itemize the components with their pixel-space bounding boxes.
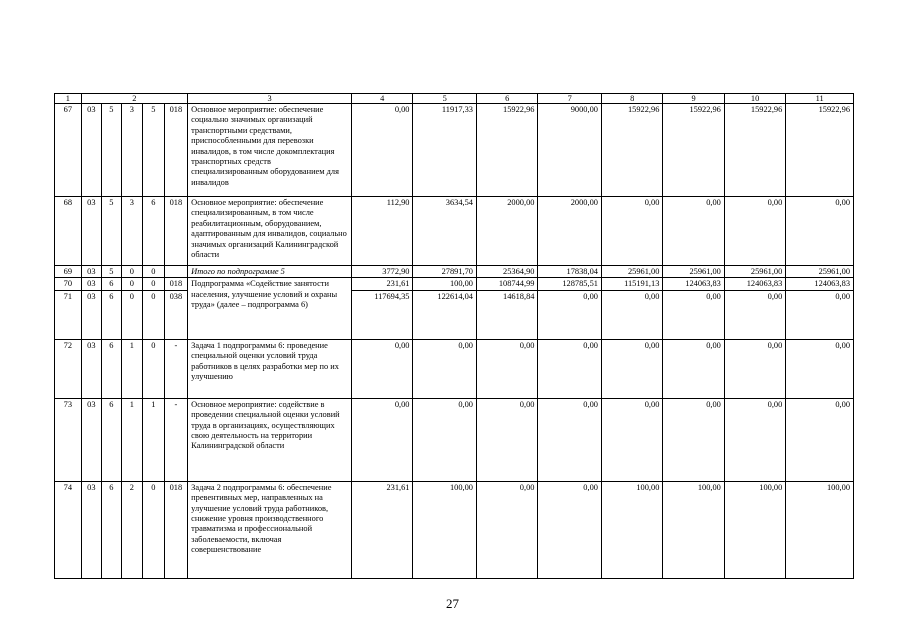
code-cell: 03 bbox=[81, 290, 101, 339]
description-cell: Подпрограмма «Содействие занятости населения, улучшение условий и охраны труда» (далее – подпрограмма 6) bbox=[188, 278, 352, 339]
value-cell: 0,00 bbox=[786, 290, 854, 339]
header-cell: 3 bbox=[188, 94, 352, 104]
value-cell: 0,00 bbox=[724, 290, 785, 339]
code-cell: 018 bbox=[164, 197, 188, 266]
code-cell: 03 bbox=[81, 197, 101, 266]
description-cell: Основное мероприятие: содействие в проведении специальной оценки условий труда в организациях, осуществляющих свою деятельность на территории Калининградской области bbox=[188, 398, 352, 481]
value-cell: 0,00 bbox=[601, 290, 662, 339]
value-cell: 2000,00 bbox=[476, 197, 537, 266]
header-row bbox=[55, 94, 854, 104]
value-cell: 0,00 bbox=[786, 197, 854, 266]
value-cell: 25961,00 bbox=[786, 266, 854, 278]
row-number-cell: 68 bbox=[55, 197, 82, 266]
table-row bbox=[55, 339, 854, 398]
value-cell: 0,00 bbox=[786, 339, 854, 398]
code-cell: 6 bbox=[102, 398, 121, 481]
value-cell: 15922,96 bbox=[724, 104, 785, 197]
table-row bbox=[55, 398, 854, 481]
code-cell: 6 bbox=[102, 481, 121, 578]
value-cell: 0,00 bbox=[476, 339, 537, 398]
value-cell: 0,00 bbox=[352, 104, 413, 197]
value-cell: 15922,96 bbox=[476, 104, 537, 197]
value-cell: 122614,04 bbox=[413, 290, 477, 339]
table-row bbox=[55, 197, 854, 266]
code-cell: 1 bbox=[121, 398, 143, 481]
value-cell: 15922,96 bbox=[786, 104, 854, 197]
value-cell: 0,00 bbox=[724, 197, 785, 266]
row-number-cell: 69 bbox=[55, 266, 82, 278]
description-cell: Основное мероприятие: обеспечение социально значимых организаций транспортными средствами, приспособленными для перевозки инвалидов, в том числе докомплектация транспортных средств специализированным оборудованием для инвалидов bbox=[188, 104, 352, 197]
table-row bbox=[55, 290, 854, 339]
value-cell: 11917,33 bbox=[413, 104, 477, 197]
value-cell: 0,00 bbox=[724, 339, 785, 398]
code-cell: 2 bbox=[121, 481, 143, 578]
table-row bbox=[55, 278, 854, 290]
row-number-cell: 72 bbox=[55, 339, 82, 398]
value-cell: 112,90 bbox=[352, 197, 413, 266]
value-cell: 100,00 bbox=[413, 481, 477, 578]
code-cell: 6 bbox=[143, 197, 165, 266]
code-cell: 5 bbox=[102, 266, 121, 278]
value-cell: 0,00 bbox=[786, 398, 854, 481]
value-cell: 15922,96 bbox=[601, 104, 662, 197]
code-cell: 0 bbox=[143, 278, 165, 290]
table-row bbox=[55, 104, 854, 197]
value-cell: 0,00 bbox=[476, 398, 537, 481]
code-cell: 0 bbox=[143, 266, 165, 278]
value-cell: 231,61 bbox=[352, 481, 413, 578]
row-number-cell: 73 bbox=[55, 398, 82, 481]
code-cell: 1 bbox=[121, 339, 143, 398]
code-cell: 018 bbox=[164, 278, 188, 290]
value-cell: 0,00 bbox=[663, 398, 724, 481]
value-cell: 25961,00 bbox=[601, 266, 662, 278]
code-cell: 038 bbox=[164, 290, 188, 339]
value-cell: 0,00 bbox=[663, 339, 724, 398]
description-cell: Основное мероприятие: обеспечение специализированным, в том числе реабилитационным, оборудованием, адаптированным для инвалидов, социально значимых организаций Калининградской области bbox=[188, 197, 352, 266]
code-cell: 03 bbox=[81, 104, 101, 197]
value-cell: 100,00 bbox=[663, 481, 724, 578]
value-cell: 100,00 bbox=[786, 481, 854, 578]
code-cell: 0 bbox=[143, 290, 165, 339]
header-cell: 9 bbox=[663, 94, 724, 104]
code-cell: 018 bbox=[164, 481, 188, 578]
code-cell: 0 bbox=[143, 339, 165, 398]
value-cell: 0,00 bbox=[538, 290, 602, 339]
value-cell: 0,00 bbox=[601, 197, 662, 266]
code-cell: 0 bbox=[121, 278, 143, 290]
value-cell: 14618,84 bbox=[476, 290, 537, 339]
table-row bbox=[55, 481, 854, 578]
code-cell: - bbox=[164, 339, 188, 398]
value-cell: 0,00 bbox=[413, 398, 477, 481]
description-cell: Задача 2 подпрограммы 6: обеспечение превентивных мер, направленных на улучшение условий труда работников, снижение уровня производственного травматизма и профессиональной заболеваемости, включая совершенствование bbox=[188, 481, 352, 578]
code-cell: - bbox=[164, 398, 188, 481]
value-cell: 0,00 bbox=[724, 398, 785, 481]
code-cell: 0 bbox=[143, 481, 165, 578]
code-cell: 6 bbox=[102, 278, 121, 290]
value-cell: 231,61 bbox=[352, 278, 413, 290]
code-cell: 3 bbox=[121, 197, 143, 266]
value-cell: 0,00 bbox=[601, 339, 662, 398]
value-cell: 108744,99 bbox=[476, 278, 537, 290]
value-cell: 25364,90 bbox=[476, 266, 537, 278]
description-cell: Итого по подпрограмме 5 bbox=[188, 266, 352, 278]
code-cell bbox=[164, 266, 188, 278]
header-cell: 8 bbox=[601, 94, 662, 104]
header-cell: 11 bbox=[786, 94, 854, 104]
value-cell: 0,00 bbox=[538, 481, 602, 578]
code-cell: 03 bbox=[81, 481, 101, 578]
header-cell: 6 bbox=[476, 94, 537, 104]
value-cell: 124063,83 bbox=[786, 278, 854, 290]
row-number-cell: 70 bbox=[55, 278, 82, 290]
value-cell: 0,00 bbox=[663, 290, 724, 339]
code-cell: 6 bbox=[102, 339, 121, 398]
row-number-cell: 71 bbox=[55, 290, 82, 339]
code-cell: 6 bbox=[102, 290, 121, 339]
value-cell: 27891,70 bbox=[413, 266, 477, 278]
row-number-cell: 74 bbox=[55, 481, 82, 578]
header-cell: 2 bbox=[81, 94, 188, 104]
value-cell: 25961,00 bbox=[663, 266, 724, 278]
code-cell: 018 bbox=[164, 104, 188, 197]
code-cell: 3 bbox=[121, 104, 143, 197]
budget-table bbox=[54, 93, 854, 579]
value-cell: 2000,00 bbox=[538, 197, 602, 266]
code-cell: 03 bbox=[81, 398, 101, 481]
value-cell: 17838,04 bbox=[538, 266, 602, 278]
code-cell: 5 bbox=[102, 104, 121, 197]
code-cell: 5 bbox=[143, 104, 165, 197]
value-cell: 0,00 bbox=[538, 339, 602, 398]
table-row bbox=[55, 266, 854, 278]
value-cell: 3634,54 bbox=[413, 197, 477, 266]
code-cell: 1 bbox=[143, 398, 165, 481]
code-cell: 03 bbox=[81, 339, 101, 398]
value-cell: 0,00 bbox=[663, 197, 724, 266]
value-cell: 124063,83 bbox=[663, 278, 724, 290]
code-cell: 03 bbox=[81, 278, 101, 290]
header-cell: 4 bbox=[352, 94, 413, 104]
header-cell: 10 bbox=[724, 94, 785, 104]
value-cell: 0,00 bbox=[352, 398, 413, 481]
value-cell: 15922,96 bbox=[663, 104, 724, 197]
description-cell: Задача 1 подпрограммы 6: проведение специальной оценки условий труда работников в целях разработки мер по их улучшению bbox=[188, 339, 352, 398]
value-cell: 128785,51 bbox=[538, 278, 602, 290]
header-cell: 7 bbox=[538, 94, 602, 104]
value-cell: 0,00 bbox=[352, 339, 413, 398]
value-cell: 100,00 bbox=[724, 481, 785, 578]
code-cell: 5 bbox=[102, 197, 121, 266]
value-cell: 0,00 bbox=[601, 398, 662, 481]
value-cell: 100,00 bbox=[601, 481, 662, 578]
value-cell: 100,00 bbox=[413, 278, 477, 290]
row-number-cell: 67 bbox=[55, 104, 82, 197]
page-number: 27 bbox=[446, 596, 459, 611]
value-cell: 0,00 bbox=[476, 481, 537, 578]
code-cell: 0 bbox=[121, 266, 143, 278]
value-cell: 115191,13 bbox=[601, 278, 662, 290]
header-cell: 1 bbox=[55, 94, 82, 104]
value-cell: 0,00 bbox=[413, 339, 477, 398]
code-cell: 0 bbox=[121, 290, 143, 339]
value-cell: 3772,90 bbox=[352, 266, 413, 278]
value-cell: 9000,00 bbox=[538, 104, 602, 197]
code-cell: 03 bbox=[81, 266, 101, 278]
header-cell: 5 bbox=[413, 94, 477, 104]
value-cell: 124063,83 bbox=[724, 278, 785, 290]
value-cell: 117694,35 bbox=[352, 290, 413, 339]
value-cell: 0,00 bbox=[538, 398, 602, 481]
value-cell: 25961,00 bbox=[724, 266, 785, 278]
